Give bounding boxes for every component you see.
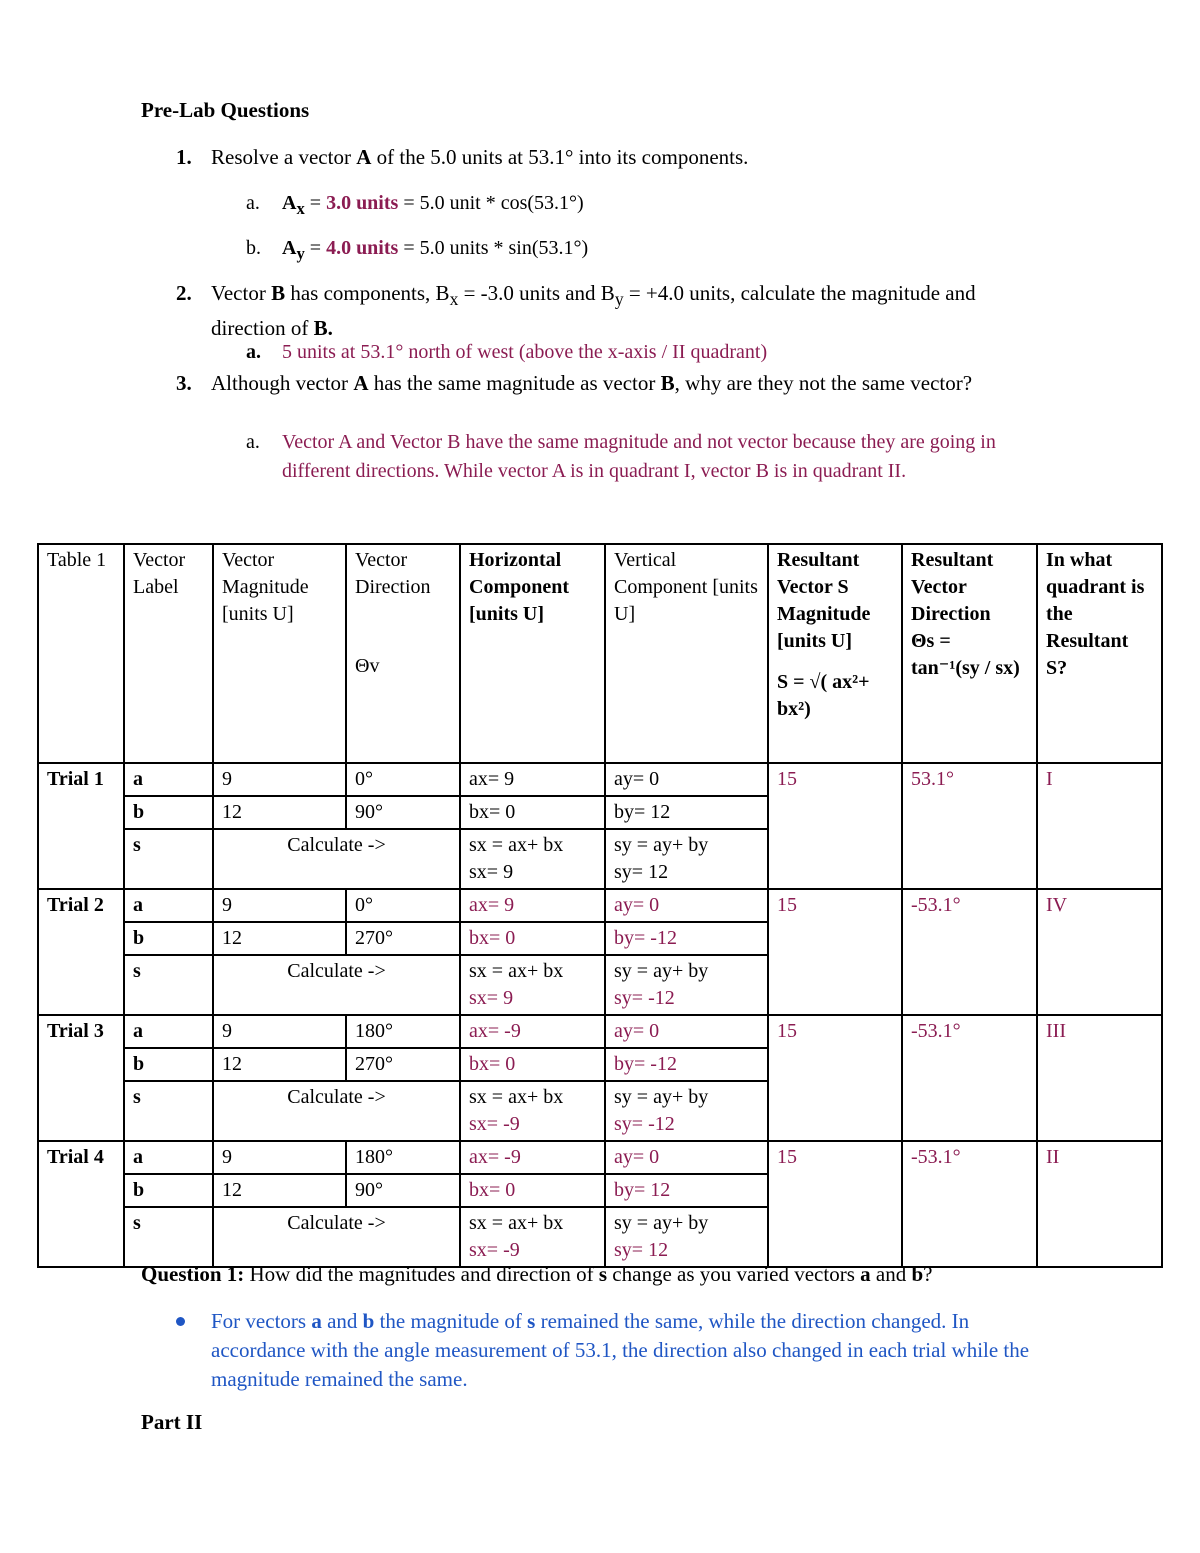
resultant-quadrant: IV [1037, 889, 1162, 1015]
vector-direction: 270° [346, 922, 460, 955]
header-vertical: Vertical Component [units U] [605, 544, 768, 763]
horizontal-component: bx= 0 [460, 1048, 605, 1081]
header-resultant-direction: Resultant Vector Direction Θs = tan⁻¹(sy / sx) [902, 544, 1037, 763]
header-vector-label: Vector Label [124, 544, 213, 763]
vertical-component: by= 12 [605, 796, 768, 829]
vertical-component: by= -12 [605, 922, 768, 955]
vector-label: s [124, 955, 213, 1015]
vertical-component: by= 12 [605, 1174, 768, 1207]
vector-label: b [124, 1174, 213, 1207]
vector-direction: 0° [346, 763, 460, 796]
vector-label: a [124, 1141, 213, 1174]
vector-magnitude: 12 [213, 1048, 346, 1081]
vector-magnitude: 12 [213, 1174, 346, 1207]
trial-label: Trial 2 [38, 889, 124, 1015]
header-vector-magnitude: Vector Magnitude [units U] [213, 544, 346, 763]
resultant-direction: -53.1° [902, 1015, 1037, 1141]
horizontal-component: bx= 0 [460, 922, 605, 955]
horizontal-component: sx = ax+ bx sx= -9 [460, 1081, 605, 1141]
vertical-component: sy = ay+ by sy= 12 [605, 1207, 768, 1267]
vector-magnitude: 12 [213, 922, 346, 955]
question-text: Resolve a vector A of the 5.0 units at 53.1° into its components. [211, 145, 749, 169]
horizontal-component: ax= -9 [460, 1141, 605, 1174]
vertical-component: sy = ay+ by sy= 12 [605, 829, 768, 889]
vector-label: s [124, 1081, 213, 1141]
horizontal-component: sx = ax+ bx sx= 9 [460, 955, 605, 1015]
horizontal-component: sx = ax+ bx sx= -9 [460, 1207, 605, 1267]
calculate-label: Calculate -> [213, 829, 460, 889]
resultant-quadrant: II [1037, 1141, 1162, 1267]
vertical-component: ay= 0 [605, 889, 768, 922]
vector-direction: 180° [346, 1141, 460, 1174]
table-row [38, 1015, 1162, 1048]
resultant-magnitude: 15 [768, 1141, 902, 1267]
vector-direction: 90° [346, 796, 460, 829]
horizontal-component: bx= 0 [460, 796, 605, 829]
horizontal-component: ax= -9 [460, 1015, 605, 1048]
header-table: Table 1 [38, 544, 124, 763]
resultant-quadrant: I [1037, 763, 1162, 889]
resultant-magnitude: 15 [768, 1015, 902, 1141]
bullet-icon [176, 1317, 185, 1326]
vector-label: a [124, 763, 213, 796]
vertical-component: by= -12 [605, 1048, 768, 1081]
calculate-label: Calculate -> [213, 1207, 460, 1267]
vector-label: b [124, 1048, 213, 1081]
vector-label: s [124, 829, 213, 889]
resultant-direction: -53.1° [902, 1141, 1037, 1267]
document-page: Pre-Lab Questions 1. Resolve a vector A of the 5.0 units at 53.1° into its components. a. $A_x = 3.0$ units = 5.0 unit * cos(53.1°) b. $A_y = 4.0$ units = 5.0 units * sin(53.1°) 2. Vector B has components, $B_x = -3.0$ units and $B_y = +4.0$ units, calculate the magnitude and direction of B. a. 5 units at 53.1° north of west (above the x-axis / II quadrant) 3. Although vector A has the same magnitude as vector B, why are they not the same vector? a. Vector A and Vector B have the same magnitude and not vector because they are going in different directions. While vector A is in quadrant I, vector B is in quadrant II. Table 1 Vector Label Vector Magnitude [units U] Vector Direction Θv Horizontal Component [units U] Vertical Component [units U] Resultant Vector S Magnitude [units U] S = √( ax²+ bx²) Resultant Vector Direction Θs = tan⁻¹(sy / sx) In what quadrant is the Resultant S? Trial 1 a 9 0° ax= 9 ay= 0 15 53.1° I b 12 90° bx= 0 by= 12 s Calculate -> sx = ax+ bx sx= 9 sy = ay+ by sy= 12 Trial 2 a 9 0° ax= 9 ay= 0 15 -53.1° IV b 12 270° bx= 0 by= -12 s Calculate -> sx = ax+ bx sx= 9 sy = ay+ by sy= -12 Trial 3 a 9 180° ax= -9 ay= 0 15 -53.1° III b 12 270° bx= 0 by= -12 s Calculate -> sx = ax+ bx sx= -9 sy = ay+ by sy= -12 Trial 4 a 9 180° ax= -9 ay= 0 15 -53.1° II b 12 90° bx= 0 by= 12 s Calculate -> sx = ax+ bx sx= -9 sy = ay+ by sy= 12 Question 1: How did the magnitudes and direction of s change as you varied vectors a and b? For vectors a and b the magnitude of s remained the same, while the direction changed. In accordance with the angle measurement of 53.1, the direction also changed in each trial while the magnitude remained the same. Part II [0, 0, 1200, 1553]
header-resultant-magnitude: Resultant Vector S Magnitude [units U] S = √( ax²+ bx²) [768, 544, 902, 763]
vertical-component: ay= 0 [605, 763, 768, 796]
vertical-component: sy = ay+ by sy= -12 [605, 1081, 768, 1141]
header-quadrant: In what quadrant is the Resultant S? [1037, 544, 1162, 763]
vector-magnitude: 12 [213, 796, 346, 829]
horizontal-component: bx= 0 [460, 1174, 605, 1207]
question-number: 1. [176, 145, 192, 169]
table-row [38, 1141, 1162, 1174]
trial-label: Trial 3 [38, 1015, 124, 1141]
vector-magnitude: 9 [213, 1141, 346, 1174]
table-row [38, 889, 1162, 922]
vector-direction: 90° [346, 1174, 460, 1207]
section-heading-part-2: Part II [141, 1410, 203, 1434]
table-row [38, 763, 1162, 796]
vector-label: a [124, 889, 213, 922]
vertical-component: ay= 0 [605, 1141, 768, 1174]
table-header-row [38, 544, 1162, 763]
vector-direction: 270° [346, 1048, 460, 1081]
trial-label: Trial 4 [38, 1141, 124, 1267]
horizontal-component: sx = ax+ bx sx= 9 [460, 829, 605, 889]
resultant-magnitude: 15 [768, 889, 902, 1015]
calculate-label: Calculate -> [213, 1081, 460, 1141]
header-horizontal: Horizontal Component [units U] [460, 544, 605, 763]
vector-direction: 180° [346, 1015, 460, 1048]
resultant-magnitude: 15 [768, 763, 902, 889]
header-vector-direction: Vector Direction Θv [346, 544, 460, 763]
vector-magnitude: 9 [213, 889, 346, 922]
trial-label: Trial 1 [38, 763, 124, 889]
horizontal-component: ax= 9 [460, 889, 605, 922]
vector-magnitude: 9 [213, 763, 346, 796]
page-title: Pre-Lab Questions [141, 98, 310, 122]
vector-magnitude: 9 [213, 1015, 346, 1048]
question-1: Question 1: How did the magnitudes and direction of s change as you varied vectors a and b? [141, 1262, 933, 1286]
vector-direction: 0° [346, 889, 460, 922]
calculate-label: Calculate -> [213, 955, 460, 1015]
vector-label: b [124, 796, 213, 829]
horizontal-component: ax= 9 [460, 763, 605, 796]
vector-label: a [124, 1015, 213, 1048]
vector-table [37, 543, 1163, 1268]
vertical-component: sy = ay+ by sy= -12 [605, 955, 768, 1015]
vector-label: b [124, 922, 213, 955]
vector-label: s [124, 1207, 213, 1267]
resultant-direction: 53.1° [902, 763, 1037, 889]
vertical-component: ay= 0 [605, 1015, 768, 1048]
resultant-direction: -53.1° [902, 889, 1037, 1015]
resultant-quadrant: III [1037, 1015, 1162, 1141]
